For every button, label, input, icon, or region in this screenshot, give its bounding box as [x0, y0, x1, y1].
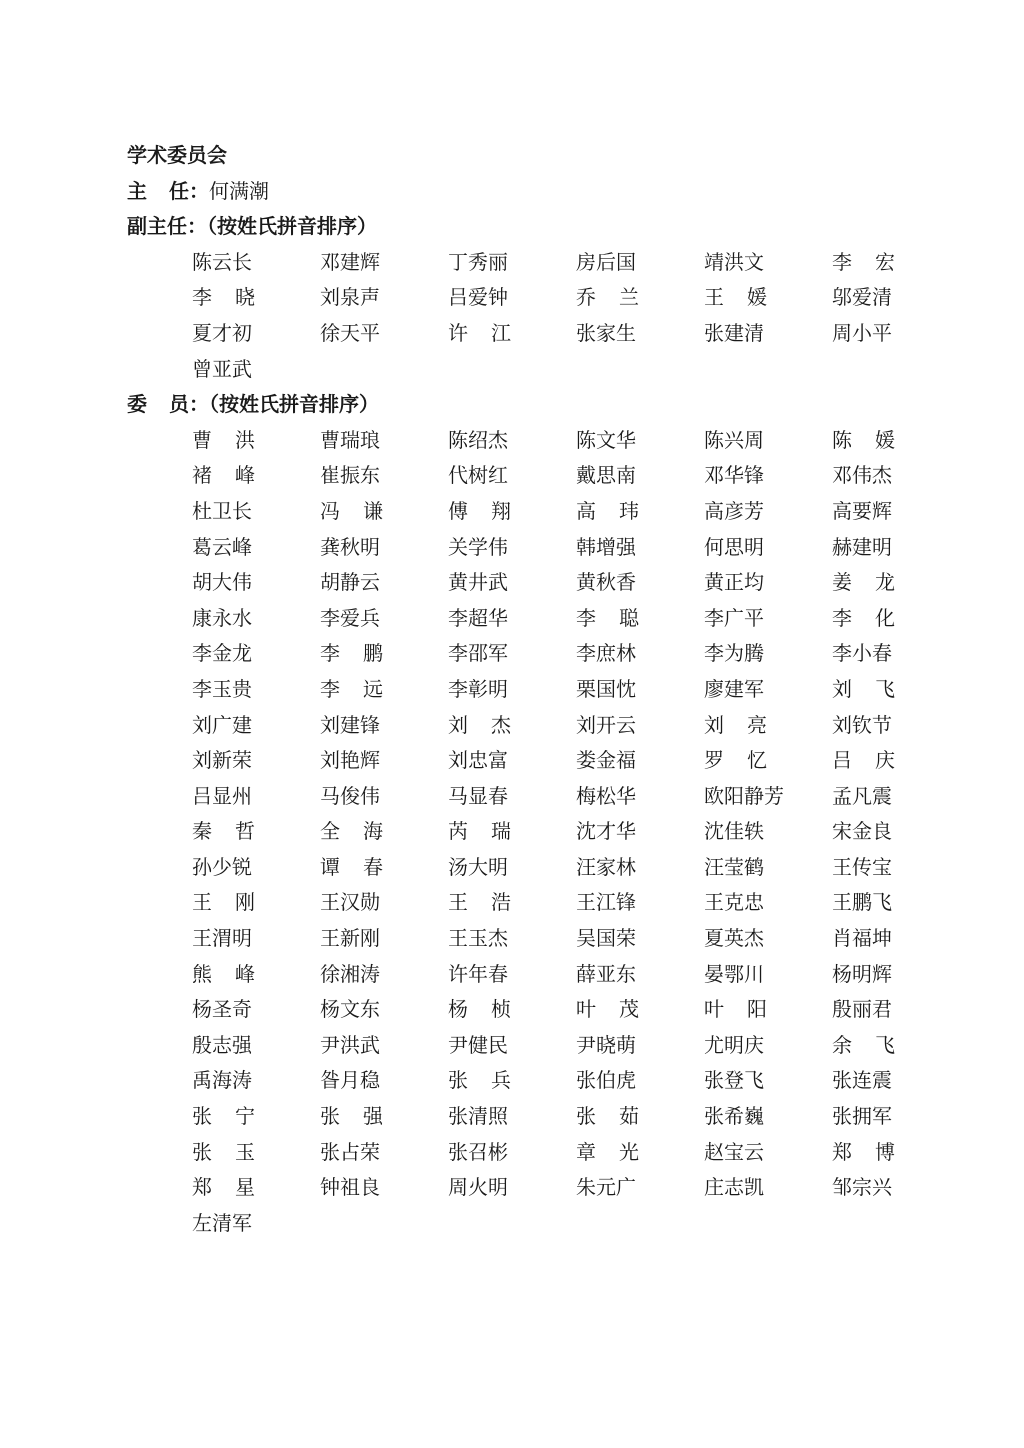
members-row: [0, 921, 1024, 957]
person-name: 沈佳轶: [704, 819, 764, 844]
person-name: 邓建辉: [320, 249, 380, 274]
chair-separator: ：: [189, 178, 209, 203]
person-name: 王 浩: [448, 890, 511, 915]
person-name: 张清照: [448, 1104, 508, 1129]
members-row: [0, 601, 1024, 637]
vice-chairs-row: [0, 316, 1024, 352]
person-name: 马显春: [448, 783, 508, 808]
person-name: 郑 博: [832, 1139, 895, 1164]
person-name: 张连震: [832, 1068, 892, 1093]
person-name: 谭 春: [320, 854, 383, 879]
person-name: 王克忠: [704, 890, 764, 915]
members-row: [0, 1170, 1024, 1206]
person-name: 杨文东: [320, 997, 380, 1022]
person-name: 吕爱钟: [448, 285, 508, 310]
person-name: 傅 翔: [448, 498, 511, 523]
person-name: 高要辉: [832, 498, 892, 523]
person-name: 邹宗兴: [832, 1175, 892, 1200]
person-name: 栗国忱: [576, 676, 636, 701]
chair-label: [127, 174, 189, 210]
person-name: 朱元广: [576, 1175, 636, 1200]
person-name: 姜 龙: [832, 570, 895, 595]
chair-name: 何满潮: [209, 178, 269, 203]
person-name: 娄金福: [576, 748, 636, 773]
person-name: 王鹏飞: [832, 890, 892, 915]
person-name: 全 海: [320, 819, 383, 844]
person-name: 李彰明: [448, 676, 508, 701]
person-name: 钟祖良: [320, 1175, 380, 1200]
person-name: 王传宝: [832, 854, 892, 879]
person-name: 房后国: [576, 249, 636, 274]
person-name: 殷志强: [192, 1032, 252, 1057]
person-name: 褚 峰: [192, 463, 255, 488]
members-row: [0, 850, 1024, 886]
members-label-char: 委: [127, 392, 169, 417]
person-name: 孙少锐: [192, 854, 252, 879]
members-row: [0, 636, 1024, 672]
person-name: 尹晓萌: [576, 1032, 636, 1057]
person-name: 李为腾: [704, 641, 764, 666]
person-name: 张 茹: [576, 1104, 639, 1129]
person-name: 刘 飞: [832, 676, 895, 701]
person-name: 陈绍杰: [448, 427, 508, 452]
person-name: 叶 阳: [704, 997, 767, 1022]
members-label-suffix: ：（按姓氏拼音排序）: [189, 392, 379, 417]
person-name: 陈 媛: [832, 427, 895, 452]
members-row: [0, 708, 1024, 744]
person-name: 曾亚武: [192, 356, 252, 381]
person-name: 孟凡震: [832, 783, 892, 808]
person-name: 许年春: [448, 961, 508, 986]
person-name: 陈兴周: [704, 427, 764, 452]
person-name: 李金龙: [192, 641, 252, 666]
person-name: 秦 哲: [192, 819, 255, 844]
person-name: 刘 杰: [448, 712, 511, 737]
person-name: 殷丽君: [832, 997, 892, 1022]
person-name: 吕显州: [192, 783, 252, 808]
members-row: [0, 530, 1024, 566]
person-name: 欧阳静芳: [704, 783, 784, 808]
person-name: 刘艳辉: [320, 748, 380, 773]
person-name: 周火明: [448, 1175, 508, 1200]
person-name: 王江锋: [576, 890, 636, 915]
person-name: 刘泉声: [320, 285, 380, 310]
person-name: 刘广建: [192, 712, 252, 737]
members-list: [0, 423, 1024, 1242]
person-name: 黄秋香: [576, 570, 636, 595]
vice-chairs-list: [0, 245, 1024, 387]
person-name: 宋金良: [832, 819, 892, 844]
members-label: [127, 387, 189, 423]
members-row: [0, 423, 1024, 459]
person-name: 高彦芳: [704, 498, 764, 523]
person-name: 李广平: [704, 605, 764, 630]
members-heading: [0, 387, 1024, 423]
person-name: 叶 茂: [576, 997, 639, 1022]
person-name: 夏英杰: [704, 926, 764, 951]
vice-chairs-row: [0, 245, 1024, 281]
person-name: 王渭明: [192, 926, 252, 951]
person-name: 杨圣奇: [192, 997, 252, 1022]
person-name: 崔振东: [320, 463, 380, 488]
person-name: 张拥军: [832, 1104, 892, 1129]
person-name: 邬爱清: [832, 285, 892, 310]
person-name: 徐湘涛: [320, 961, 380, 986]
person-name: 昝月稳: [320, 1068, 380, 1093]
person-name: 王新刚: [320, 926, 380, 951]
person-name: 靖洪文: [704, 249, 764, 274]
person-name: 胡大伟: [192, 570, 252, 595]
person-name: 梅松华: [576, 783, 636, 808]
vice-chairs-label: 副主任：（按姓氏拼音排序）: [127, 214, 377, 239]
members-row: [0, 494, 1024, 530]
person-name: 张 强: [320, 1104, 383, 1129]
person-name: 张家生: [576, 320, 636, 345]
person-name: 薛亚东: [576, 961, 636, 986]
person-name: 晏鄂川: [704, 961, 764, 986]
vice-chairs-heading: [0, 209, 1024, 245]
person-name: 康永水: [192, 605, 252, 630]
members-row: [0, 1206, 1024, 1242]
person-name: 王 媛: [704, 285, 767, 310]
person-name: 赵宝云: [704, 1139, 764, 1164]
vice-chairs-row: [0, 352, 1024, 388]
person-name: 许 江: [448, 320, 511, 345]
person-name: 刘开云: [576, 712, 636, 737]
person-name: 罗 忆: [704, 748, 767, 773]
person-name: 杨 桢: [448, 997, 511, 1022]
person-name: 曹 洪: [192, 427, 255, 452]
person-name: 杜卫长: [192, 498, 252, 523]
person-name: 何思明: [704, 534, 764, 559]
person-name: 廖建军: [704, 676, 764, 701]
person-name: 张登飞: [704, 1068, 764, 1093]
person-name: 夏才初: [192, 320, 252, 345]
person-name: 李超华: [448, 605, 508, 630]
person-name: 李 晓: [192, 285, 255, 310]
person-name: 沈才华: [576, 819, 636, 844]
person-name: 禹海涛: [192, 1068, 252, 1093]
person-name: 郑 星: [192, 1175, 255, 1200]
person-name: 代树红: [448, 463, 508, 488]
person-name: 刘钦节: [832, 712, 892, 737]
person-name: 关学伟: [448, 534, 508, 559]
person-name: 赫建明: [832, 534, 892, 559]
person-name: 李 化: [832, 605, 895, 630]
person-name: 刘 亮: [704, 712, 767, 737]
person-name: 熊 峰: [192, 961, 255, 986]
person-name: 胡静云: [320, 570, 380, 595]
person-name: 汪家林: [576, 854, 636, 879]
person-name: 高 玮: [576, 498, 639, 523]
person-name: 葛云峰: [192, 534, 252, 559]
members-row: [0, 957, 1024, 993]
person-name: 邓华锋: [704, 463, 764, 488]
person-name: 王汉勋: [320, 890, 380, 915]
members-row: [0, 885, 1024, 921]
person-name: 肖福坤: [832, 926, 892, 951]
members-row: [0, 672, 1024, 708]
person-name: 曹瑞琅: [320, 427, 380, 452]
members-row: [0, 743, 1024, 779]
person-name: 李 远: [320, 676, 383, 701]
person-name: 王 刚: [192, 890, 255, 915]
person-name: 张召彬: [448, 1139, 508, 1164]
members-label-char: 员: [169, 392, 189, 417]
person-name: 刘忠富: [448, 748, 508, 773]
person-name: 汪莹鹤: [704, 854, 764, 879]
person-name: 吴国荣: [576, 926, 636, 951]
person-name: 刘新荣: [192, 748, 252, 773]
committee-title: 学术委员会: [127, 143, 227, 167]
person-name: 尤明庆: [704, 1032, 764, 1057]
person-name: 李 聪: [576, 605, 639, 630]
chair-label-char: 任: [169, 178, 189, 203]
person-name: 李小春: [832, 641, 892, 666]
person-name: 王玉杰: [448, 926, 508, 951]
members-row: [0, 1135, 1024, 1171]
members-row: [0, 565, 1024, 601]
person-name: 乔 兰: [576, 285, 639, 310]
members-row: [0, 458, 1024, 494]
person-name: 左清军: [192, 1210, 252, 1235]
person-name: 张希巍: [704, 1104, 764, 1129]
members-row: [0, 992, 1024, 1028]
person-name: 丁秀丽: [448, 249, 508, 274]
person-name: 陈文华: [576, 427, 636, 452]
person-name: 徐天平: [320, 320, 380, 345]
person-name: 张占荣: [320, 1139, 380, 1164]
person-name: 尹健民: [448, 1032, 508, 1057]
person-name: 邓伟杰: [832, 463, 892, 488]
person-name: 周小平: [832, 320, 892, 345]
person-name: 李邵军: [448, 641, 508, 666]
person-name: 张 玉: [192, 1139, 255, 1164]
person-name: 韩增强: [576, 534, 636, 559]
person-name: 张 兵: [448, 1068, 511, 1093]
person-name: 吕 庆: [832, 748, 895, 773]
person-name: 刘建锋: [320, 712, 380, 737]
person-name: 张伯虎: [576, 1068, 636, 1093]
person-name: 戴思南: [576, 463, 636, 488]
members-row: [0, 1028, 1024, 1064]
person-name: 冯 谦: [320, 498, 383, 523]
vice-chairs-row: [0, 280, 1024, 316]
person-name: 马俊伟: [320, 783, 380, 808]
person-name: 汤大明: [448, 854, 508, 879]
person-name: 尹洪武: [320, 1032, 380, 1057]
members-row: [0, 1063, 1024, 1099]
person-name: 庄志凯: [704, 1175, 764, 1200]
chair-line: [0, 174, 1024, 210]
members-row: [0, 1099, 1024, 1135]
person-name: 章 光: [576, 1139, 639, 1164]
person-name: 李 宏: [832, 249, 895, 274]
person-name: 黄正均: [704, 570, 764, 595]
members-row: [0, 814, 1024, 850]
person-name: 芮 瑞: [448, 819, 511, 844]
person-name: 杨明辉: [832, 961, 892, 986]
person-name: 李爱兵: [320, 605, 380, 630]
person-name: 陈云长: [192, 249, 252, 274]
person-name: 李庶林: [576, 641, 636, 666]
person-name: 龚秋明: [320, 534, 380, 559]
person-name: 余 飞: [832, 1032, 895, 1057]
chair-label-char: 主: [127, 178, 169, 203]
person-name: 李 鹏: [320, 641, 383, 666]
person-name: 黄井武: [448, 570, 508, 595]
person-name: 张 宁: [192, 1104, 255, 1129]
members-row: [0, 779, 1024, 815]
person-name: 张建清: [704, 320, 764, 345]
person-name: 李玉贵: [192, 676, 252, 701]
